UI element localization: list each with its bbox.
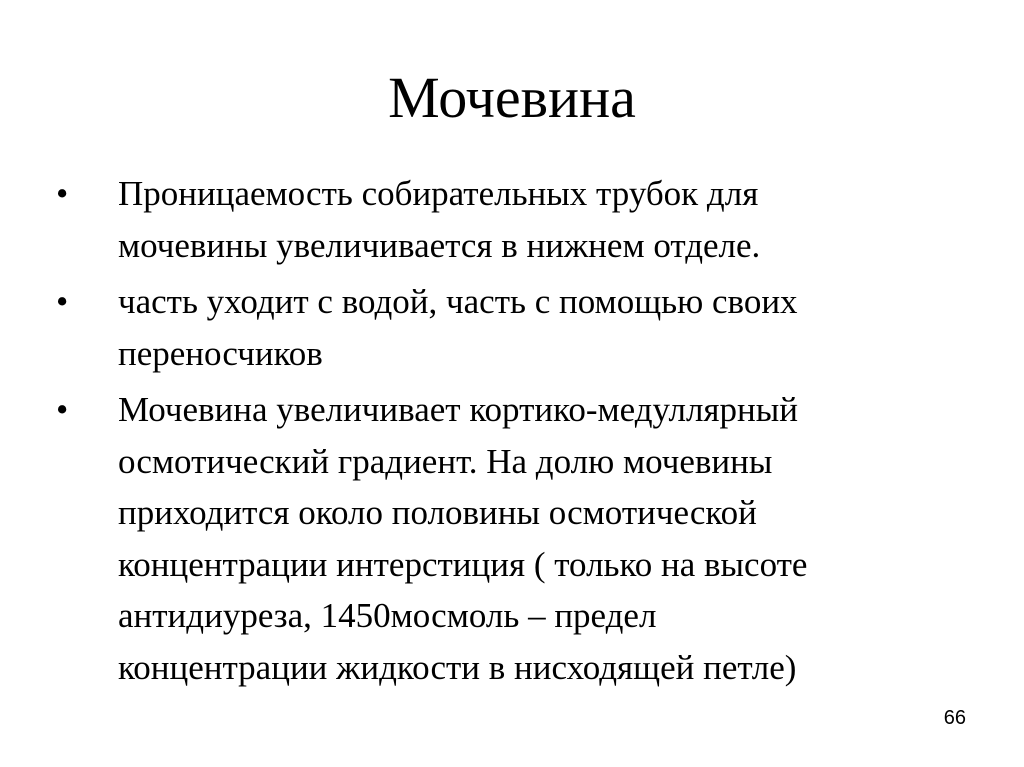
bullet-list (56, 168, 956, 698)
bullet-text-line: переносчиков (118, 333, 323, 373)
bullet-text-line: осмотический градиент. На долю мочевины (118, 441, 773, 481)
bullet-text-line: концентрации интерстиция ( только на высоте (118, 544, 808, 584)
bullet-marker: • (56, 390, 69, 429)
bullet-item (56, 276, 956, 379)
bullet-text-line: мочевины увеличивается в нижнем отделе. (118, 225, 761, 265)
bullet-text-line: приходится около половины осмотической (118, 493, 757, 532)
bullet-text-line: антидиуреза, 1450мосмоль – предел (118, 596, 657, 635)
bullet-text-line: Проницаемость собирательных трубок для (118, 174, 759, 213)
bullet-text-line: Мочевина увеличивает кортико-медуллярный (118, 390, 798, 429)
bullet-text-line: концентрации жидкости в нисходящей петле) (118, 647, 797, 687)
bullet-item (56, 384, 956, 693)
page-number: 66 (943, 707, 966, 729)
bullet-text-line: часть уходит с водой, часть с помощью своих (118, 282, 798, 321)
bullet-marker: • (56, 174, 69, 213)
bullet-item (56, 168, 956, 271)
bullet-marker: • (56, 282, 69, 321)
slide-title: Мочевина (388, 65, 636, 130)
